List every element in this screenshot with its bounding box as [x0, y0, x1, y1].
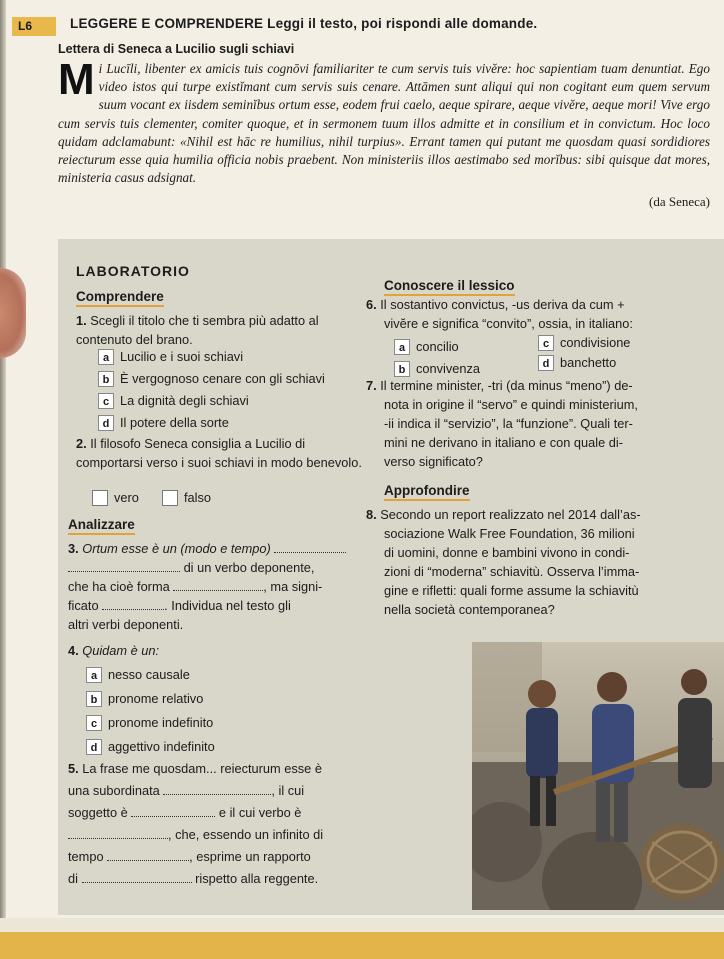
question-1: 1. Scegli il titolo che ti sembra più adatto al contenuto del brano. [76, 313, 319, 347]
question-7: 7. Il termine minister, -tri (da minus “meno”) de- nota in origine il “servo” e quindi ministerium, -ii indica il “servizio”, la “funzione”. Quali ter- mini ne derivano in italiano e con quale di- verso significato? [366, 378, 638, 469]
falso-checkbox[interactable] [162, 490, 178, 506]
analizzare-heading: Analizzare [68, 517, 135, 532]
lab-title: LABORATORIO [76, 263, 190, 279]
approfondire-heading: Approfondire [384, 483, 470, 498]
letter-title: Lettera di Seneca a Lucilio sugli schiavi [58, 42, 295, 56]
q4-option-a[interactable]: a nesso causale [86, 666, 190, 684]
lesson-badge: L6 [12, 17, 56, 36]
question-2: 2. Il filosofo Seneca consiglia a Lucilio di comportarsi verso i suoi schiavi in modo benevolo. [76, 436, 362, 470]
q1-option-d[interactable]: d Il potere della sorte [98, 414, 229, 432]
question-5: 5. La frase me quosdam... reiecturum esse è una subordinata , il cui soggetto è e il cui verbo è , che, essendo un infinito di tempo , esprime un rapporto di rispetto alla reggente. [68, 761, 324, 886]
question-4: 4. Quidam è un: [68, 643, 160, 658]
child-labor-photo [472, 642, 724, 910]
drop-cap: M [58, 55, 95, 104]
comprendere-heading: Comprendere [76, 289, 164, 304]
q4-option-b[interactable]: b pronome relativo [86, 690, 203, 708]
q4-option-c[interactable]: c pronome indefinito [86, 714, 213, 732]
q6-option-a[interactable]: a concilio [394, 338, 459, 356]
lessico-heading: Conoscere il lessico [384, 278, 515, 293]
q1-option-a[interactable]: a Lucilio e i suoi schiavi [98, 348, 243, 366]
finger [0, 268, 26, 358]
source-credit: (da Seneca) [649, 194, 710, 209]
q4-option-d[interactable]: d aggettivo indefinito [86, 738, 215, 756]
q6-option-c[interactable]: c condivisione [538, 334, 630, 352]
page-edge-shadow [0, 0, 6, 959]
latin-text [58, 55, 710, 187]
section-heading: LEGGERE E COMPRENDERE Leggi il testo, poi rispondi alle domande. [70, 16, 538, 31]
question-6: 6. Il sostantivo convictus, -us deriva da cum + vivĕre e significa “convito”, ossia, in italiano: [366, 297, 633, 331]
q2-vero[interactable]: vero [92, 489, 139, 507]
q2-falso[interactable]: falso [162, 489, 211, 507]
question-8: 8. Secondo un report realizzato nel 2014 dall’as- sociazione Walk Free Foundation, 36 milioni di uomini, donne e bambini vivono in condi- zioni di “moderna” schiavitù. Osserva l’imma- gine e rifletti: quali forme assume la schiavitù nella società contemporanea? [366, 507, 641, 617]
vero-checkbox[interactable] [92, 490, 108, 506]
laboratorio-box [58, 239, 724, 915]
q1-option-c[interactable]: c La dignità degli schiavi [98, 392, 249, 410]
q6-option-d[interactable]: d banchetto [538, 354, 616, 372]
q1-option-b[interactable]: b È vergognoso cenare con gli schiavi [98, 370, 325, 388]
latin-body: i Lucīli, libenter ex amicis tuis cognōvi familiariter te cum servis tuis vivĕre: hoc sapientiam tuam denuntiat. Ego video istos qui turpe existĭmant cum servis suis cenare. Attāmen sunt aliqui qui non cogitant eum quem servum suum vocant ex iisdem seminĭbus ortum esse, eodem frui caelo, aeque spirare, aeque vivĕre, aeque mori! Vive ergo cum servis tuis clementer, comiter quoque, et in sermonem tuum illos admitte et in consilium et in convictum. Hoc loco quidam adclamabunt: «Nihil est hāc re humilius, nihil turpius». Errant tamen qui putant me quosdam quasi sordidiores reiecturum esse quia humilia officia nobis praebent. Non ministeriis illos aestimabo sed morĭbus: sibi quisque dat mores, ministeria casus adsignat. [58, 61, 710, 186]
page-header [12, 14, 714, 36]
page-bottom-band [0, 932, 724, 959]
page-bottom-margin [0, 918, 724, 932]
q6-option-b[interactable]: b convivenza [394, 360, 480, 378]
question-3: 3. Ortum esse è un (modo e tempo) di un verbo deponente, che ha cioè forma , ma signi- ficato . Individua nel testo gli altri verbi deponenti. [68, 539, 378, 634]
